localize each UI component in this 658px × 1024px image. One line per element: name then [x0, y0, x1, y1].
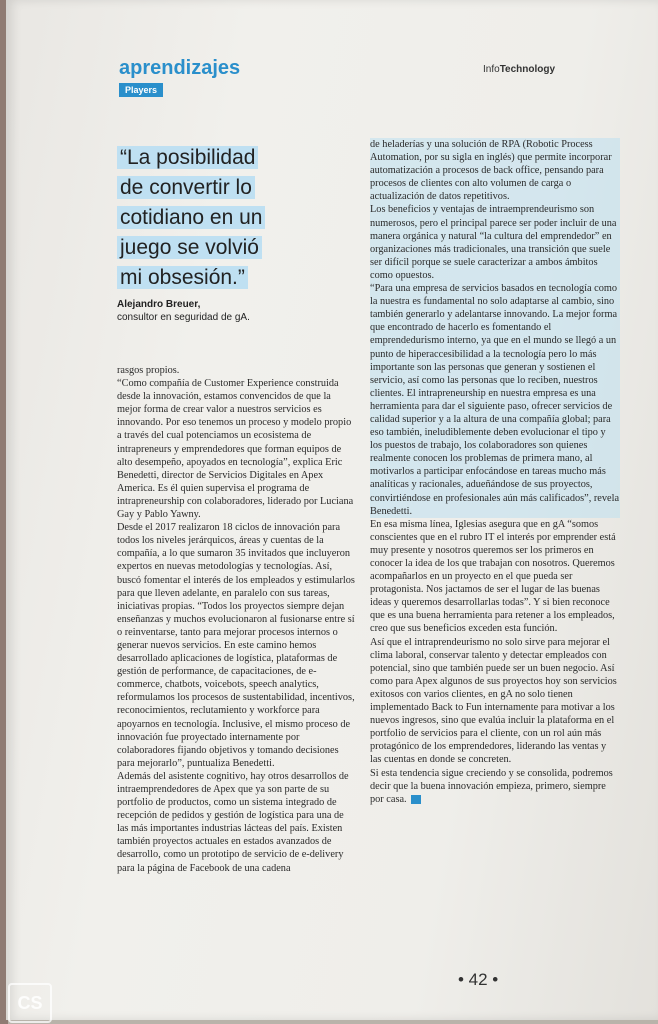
left-column — [117, 364, 357, 875]
section-title: aprendizajes — [119, 57, 241, 79]
pull-quote — [117, 143, 307, 293]
right-column — [370, 138, 620, 806]
paragraph: “Como compañía de Customer Experience construida desde la innovación, estamos convencidos de que la mejor forma de crear valor a nuestros servicios es innovando. Por eso tenemos un proceso y modelo propio a través del cual potenciamos un ecosistema de intrapreneurs y emprendedores que forman equipos de alto desempeño, apoyados en tecnología”, explica Eric Benedetti, director de Servicios Digitales en Apex America. Es él quien supervisa el programa de intrapreneurship con colaboradores, liderado por Luciana Gay y Pablo Yawny. — [117, 378, 354, 521]
paragraph: Desde el 2017 realizaron 18 ciclos de innovación para todos los niveles jerárquicos, áreas y cuentas de la compañía, a lo que sumaron 35 invitados que incluyeron expertos en nuevas metodologías y tecnologías. Así, buscó fomentar el interés de los empleados y estimularlos para que lleven adelante, en paralelo con sus tareas, iniciativas propias. “Todos los proyectos siempre dejan enseñanzas y muchos evolucionaron al fusionarse entre sí o reinventarse, tanto para mejorar procesos internos o generar nuevos servicios. En este camino hemos desarrollado aplicaciones de logística, plataformas de gestión de performance, de capacitaciones, de e-commerce, chatbots, voicebots, speech analytics, reformulamos los procesos de sustentabilidad, incentivos, reconocimientos, reclutamiento y workforce para apoyarnos en tecnología. Inclusive, el mismo proceso de innovación fue proyectado internamente por colaboradores fijando objetivos y tomando decisiones para mejorarlo”, puntualiza Benedetti. — [117, 522, 355, 769]
quote-line: de convertir lo — [117, 176, 255, 199]
paragraph: Así que el intraprendeurismo no solo sirve para mejorar el clima laboral, conservar talento y detectar empleados con potencial, sino que también puede ser un buen negocio. Así como para Apex algunos de sus proyectos hoy son servicios exitosos con varios clientes, en gA no solo tienen implementado Back to Fun internamente para motivar a los nuevos ingresos, sino que evalúa incluir la plataforma en el portfolio de servicios para el cliente, con un rol aún más protagónico de los emprendedores, liderando las ventas y las cuentas en donde se concreten. — [370, 636, 617, 766]
author-role: consultor en seguridad de gA. — [117, 312, 250, 323]
closing-paragraph — [370, 767, 620, 806]
end-mark-icon — [411, 795, 421, 804]
paragraph: “Para una empresa de servicios basados en tecnología como la nuestra es fundamental no solo adaptarse al cambio, sino también generarlo y adelantarse innovando. La mejor forma que encontrado de hacerlo es fomentando el emprendedurismo interno, ya que en el mundo se llegó a un punto de hiperaccesibilidad a la tecnología pero lo más importante son las personas que generan y sostienen el servicio, así como las personas que lo reciben, nuestros clientes. El intrapreneurship en nuestra empresa es una herramienta para dar el siguiente paso, ofrecer servicios de calidad superior y a la altura de una compañía global; para eso también, ineludiblemente deben evolucionar el tipo y los puestos de trabajo, los colaboradores son quienes realmente conocen los problemas de primera mano, al motivarlos a participar enfocándose en tareas mucho más analíticas y racionales, adueñándose de sus proyectos, convirtiéndose en profesionales aún más calificados”, revela Benedetti. — [370, 283, 620, 517]
quote-line: cotidiano en un — [117, 206, 265, 229]
paragraph: En esa misma línea, Iglesias asegura que en gA “somos conscientes que en el rubro IT el interés por emprender está muy presente y nosotros queremos ser los primeros en conocer la idea de los que trabajan con nosotros. Queremos acompañarlos en un proyecto en el que pueda ser protagonista. Nos jactamos de ser el lugar de las buenas ideas y queremos desarrollarlas todas”. Y si bien reconoce que es una buena herramienta para retener a los empleados, creo que sus beneficios exceden esta función. — [370, 518, 616, 635]
paragraph: rasgos propios. — [117, 365, 180, 376]
author-name: Alejandro Breuer, — [117, 299, 201, 310]
paragraph: de heladerías y una solución de RPA (Robotic Process Automation, por su sigla en inglés) que permite incorporar automatización a procesos de back office, pensando para procesos de clientes con alto volumen de carga o actualización de datos repetitivos. — [370, 138, 620, 203]
paragraph: Los beneficios y ventajas de intraemprendeurismo son numerosos, pero el principal parece ser poder incluir de una manera orgánica y natural “la cultura del emprendedor” en organizaciones más tradicionales, una transición que suele ser difícil porque se suele caracterizar a ambos ámbitos como opuestos. — [370, 203, 620, 282]
paragraph: Además del asistente cognitivo, hay otros desarrollos de intraemprendedores de Apex que ya son parte de su portfolio de productos, como un sistema integrado de recepción de pedidos y gestión de logística para una de las más importantes industrias lácteas del país. Existen también proyectos actuales en estados avanzados de desarrollo, como un prototipo de servicio de e-delivery para la página de Facebook de una cadena — [117, 770, 349, 874]
paragraph-text: Si esta tendencia sigue creciendo y se consolida, podremos decir que la buena innovación empieza, primero, siempre por casa. — [370, 767, 613, 805]
brand-suffix: Technology — [499, 64, 556, 75]
quote-line: “La posibilidad — [117, 146, 258, 169]
section-badge: Players — [119, 83, 163, 97]
page-number: • 42 • — [458, 970, 499, 989]
quote-author — [117, 298, 347, 324]
quote-line: juego se volvió — [117, 236, 262, 259]
camscanner-logo-icon: CS — [8, 983, 52, 1023]
quote-line: mi obsesión.” — [117, 266, 248, 289]
brand-prefix: Info — [483, 64, 500, 75]
magazine-brand — [483, 64, 555, 75]
